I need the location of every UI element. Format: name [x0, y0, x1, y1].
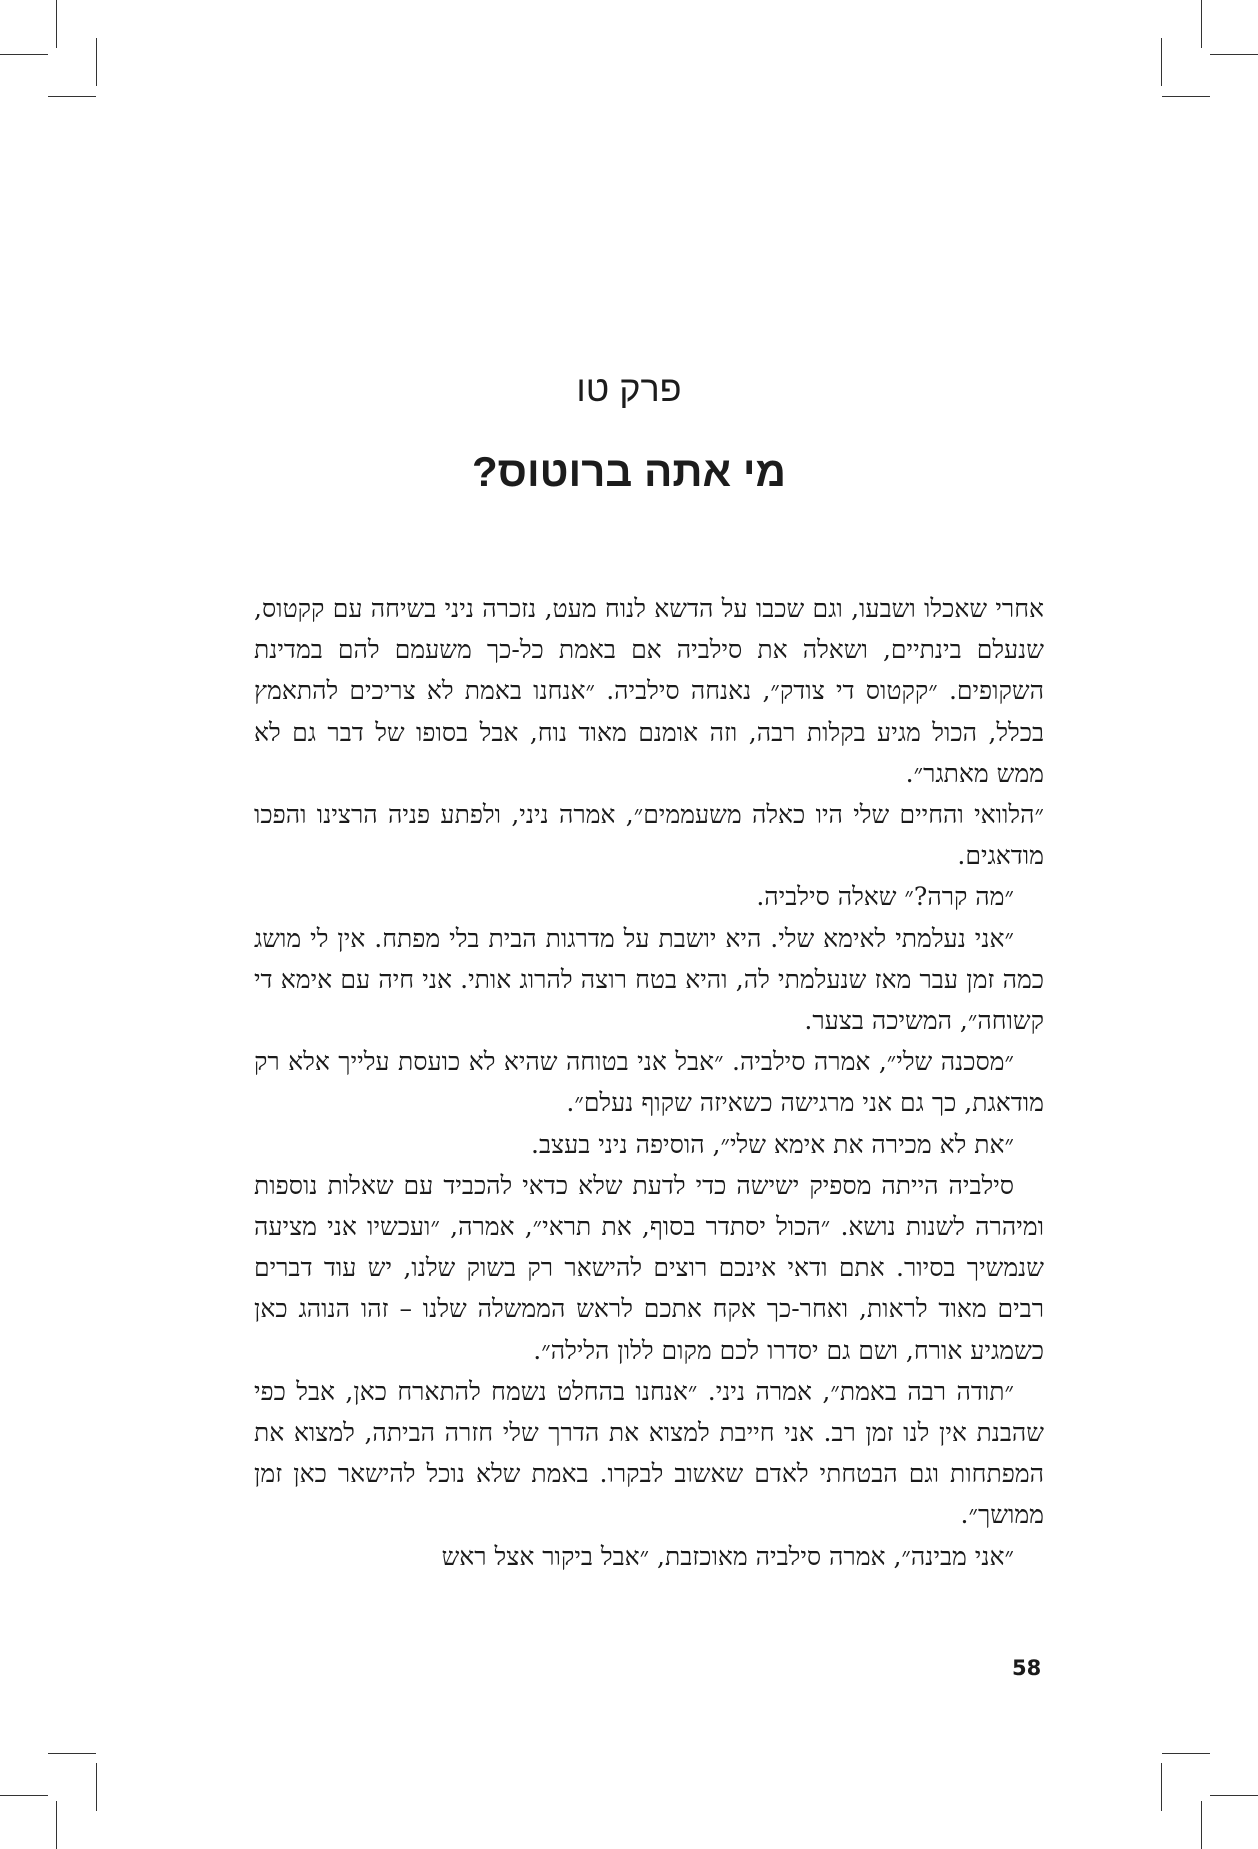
page-number: 58 — [1012, 1656, 1042, 1680]
crop-mark — [48, 96, 96, 97]
paragraph: ״מה קרה?״ שאלה סילביה. — [756, 882, 1014, 912]
chapter-label: פרק טו — [576, 368, 682, 409]
crop-mark — [96, 1763, 97, 1811]
crop-mark — [1161, 1763, 1162, 1811]
crop-mark — [1201, 1801, 1202, 1849]
crop-mark — [0, 54, 48, 55]
chapter-body — [254, 588, 1044, 1577]
crop-mark — [96, 38, 97, 86]
crop-mark — [1161, 38, 1162, 86]
paragraph: ״תודה רבה באמת״, אמרה ניני. ״אנחנו בהחלט נשמח להתארח כאן, אבל כפי שהבנת אין לנו זמן רב. אני חייבת למצוא את הדרך שלי חזרה הביתה, למצוא את המפתחות וגם הבטחתי לאדם שאשוב לבקרו. באמת שלא נוכל להישאר כאן זמן ממושך״. — [254, 1376, 1044, 1530]
crop-mark — [1210, 54, 1258, 55]
paragraph: אחרי שאכלו ושבעו, וגם שכבו על הדשא לנוח מעט, נזכרה ניני בשיחה עם קקטוס, שנעלם בינתיים, ושאלה את סילביה אם באמת כל-כך משעמם להם במדינת השקופים. ״קקטוס די צודק״, נאנחה סילביה. ״אנחנו באמת לא צריכים להתאמץ בכלל, הכול מגיע בקלות רבה, וזה אומנם מאוד נוח, אבל בסופו של דבר גם לא ממש מאתגר״. — [254, 594, 1044, 788]
crop-mark — [48, 1753, 96, 1754]
crop-mark — [1162, 96, 1210, 97]
paragraph: ״אני נעלמתי לאימא שלי. היא יושבת על מדרגות הבית בלי מפתח. אין לי מושג כמה זמן עבר מאז שנעלמתי לה, והיא בטח רוצה להרוג אותי. אני חיה עם אימא די קשוחה״, המשיכה בצער. — [254, 923, 1044, 1036]
paragraph: ״הלוואי והחיים שלי היו כאלה משעממים״, אמרה ניני, ולפתע פניה הרצינו והפכו מודאגים. — [254, 800, 1044, 871]
crop-mark — [1210, 1795, 1258, 1796]
crop-mark — [1162, 1753, 1210, 1754]
crop-mark — [1201, 0, 1202, 48]
crop-mark — [0, 1795, 48, 1796]
crop-mark — [56, 1801, 57, 1849]
paragraph: סילביה הייתה מספיק ישישה כדי לדעת שלא כדאי להכביד עם שאלות נוספות ומיהרה לשנות נושא. ״הכול יסתדר בסוף, את תראי״, אמרה, ״ועכשיו אני מציעה שנמשיך בסיור. אתם ודאי אינכם רוצים להישאר רק בשוק שלנו, יש עוד דברים רבים מאוד לראות, ואחר-כך אקח אתכם לראש הממשלה שלנו – זהו הנוהג כאן כשמגיע אורח, ושם גם יסדרו לכם מקום ללון הלילה״. — [254, 1170, 1044, 1365]
paragraph: ״אני מבינה״, אמרה סילביה מאוכזבת, ״אבל ביקור אצל ראש — [441, 1541, 1014, 1571]
chapter-title: מי אתה ברוטוס? — [472, 448, 786, 495]
crop-mark — [56, 0, 57, 48]
paragraph: ״מסכנה שלי״, אמרה סילביה. ״אבל אני בטוחה שהיא לא כועסת עלייך אלא רק מודאגת, כך גם אני מרגישה כשאיזה שקוף נעלם״. — [254, 1047, 1044, 1118]
paragraph: ״את לא מכירה את אימא שלי״, הוסיפה ניני בעצב. — [531, 1129, 1014, 1159]
